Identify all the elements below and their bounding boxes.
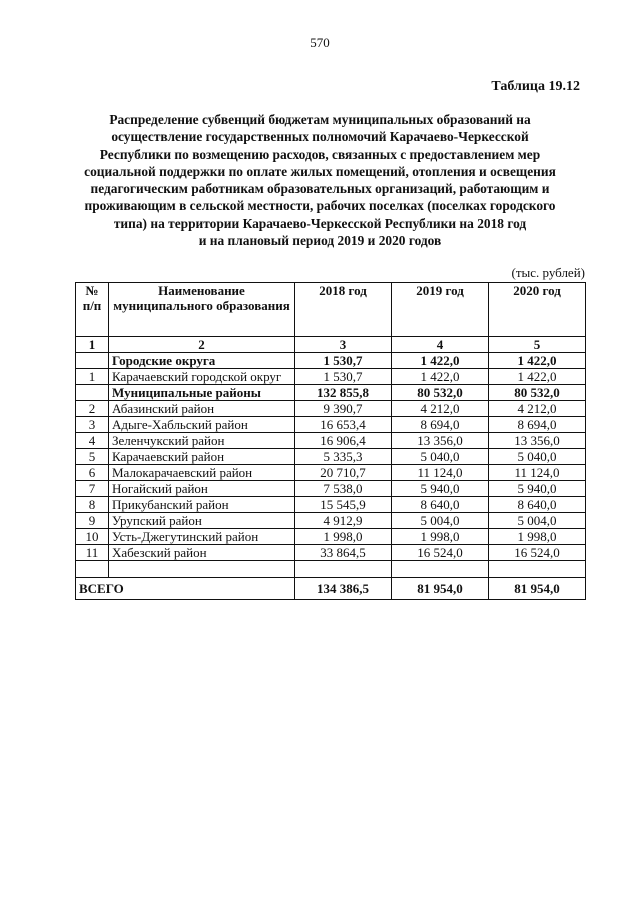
col-number: 1 [76, 337, 109, 353]
row-name: Муниципальные районы [109, 385, 295, 401]
row-num: 6 [76, 465, 109, 481]
row-num: 8 [76, 497, 109, 513]
row-2020: 1 422,0 [489, 369, 586, 385]
header-2018: 2018 год [295, 283, 392, 337]
row-2019: 11 124,0 [392, 465, 489, 481]
row-num: 11 [76, 545, 109, 561]
total-label: ВСЕГО [76, 578, 295, 600]
col-number: 2 [109, 337, 295, 353]
row-2020: 5 004,0 [489, 513, 586, 529]
row-2019: 8 640,0 [392, 497, 489, 513]
col-number: 4 [392, 337, 489, 353]
row-2018: 4 912,9 [295, 513, 392, 529]
title-line: осуществление государственных полномочий Карачаево-Черкесской [111, 129, 529, 145]
table-row [76, 433, 586, 449]
row-2020: 5 040,0 [489, 449, 586, 465]
total-row [76, 578, 586, 600]
row-2018: 5 335,3 [295, 449, 392, 465]
title-line: типа) на территории Карачаево-Черкесской Республики на 2018 год [113, 215, 527, 231]
blank-row [76, 561, 586, 578]
title-line: проживающим в сельской местности, рабочих поселках (поселках городского [84, 198, 556, 214]
row-2018: 1 998,0 [295, 529, 392, 545]
col-number: 5 [489, 337, 586, 353]
row-2019: 8 694,0 [392, 417, 489, 433]
row-2020: 80 532,0 [489, 385, 586, 401]
row-num: 2 [76, 401, 109, 417]
title-line: социальной поддержки по оплате жилых помещений, отопления и освещения [84, 163, 556, 179]
title-line: педагогическим работникам образовательных организаций, работающим и [90, 181, 550, 197]
table-row [76, 449, 586, 465]
row-2020: 5 940,0 [489, 481, 586, 497]
row-2019: 13 356,0 [392, 433, 489, 449]
header-2020: 2020 год [489, 283, 586, 337]
title-line: Распределение субвенций бюджетам муниципальных образований на [109, 112, 531, 127]
row-num: 9 [76, 513, 109, 529]
row-name: Урупский район [109, 513, 295, 529]
page-number: 570 [310, 35, 330, 50]
row-2020: 1 998,0 [489, 529, 586, 545]
row-num: 1 [76, 369, 109, 385]
title-line: и на плановый период 2019 и 2020 годов [198, 233, 442, 249]
row-2020: 13 356,0 [489, 433, 586, 449]
row-2018: 1 530,7 [295, 369, 392, 385]
row-num [76, 385, 109, 401]
row-2018: 16 653,4 [295, 417, 392, 433]
row-2018: 132 855,8 [295, 385, 392, 401]
row-num: 5 [76, 449, 109, 465]
row-2020: 8 694,0 [489, 417, 586, 433]
row-2019: 16 524,0 [392, 545, 489, 561]
title-line: Республики по возмещению расходов, связанных с предоставлением мер [99, 146, 541, 162]
table-row [76, 497, 586, 513]
units-note: (тыс. рублей) [511, 265, 585, 280]
row-2020: 1 422,0 [489, 353, 586, 369]
row-name: Карачаевский район [109, 449, 295, 465]
row-2019: 5 940,0 [392, 481, 489, 497]
header-2019: 2019 год [392, 283, 489, 337]
row-name: Хабезский район [109, 545, 295, 561]
row-2018: 7 538,0 [295, 481, 392, 497]
row-2019: 1 422,0 [392, 369, 489, 385]
row-num: 3 [76, 417, 109, 433]
table-row [76, 465, 586, 481]
row-2018: 1 530,7 [295, 353, 392, 369]
total-2019: 81 954,0 [392, 578, 489, 600]
row-2020: 4 212,0 [489, 401, 586, 417]
row-name: Адыге-Хабльский район [109, 417, 295, 433]
column-numbers-row [76, 337, 586, 353]
row-2020: 11 124,0 [489, 465, 586, 481]
table-row [76, 545, 586, 561]
row-2019: 1 998,0 [392, 529, 489, 545]
row-num: 4 [76, 433, 109, 449]
row-name: Малокарачаевский район [109, 465, 295, 481]
row-2019: 80 532,0 [392, 385, 489, 401]
table-row [76, 369, 586, 385]
row-2018: 33 864,5 [295, 545, 392, 561]
table-row [76, 513, 586, 529]
row-name: Прикубанский район [109, 497, 295, 513]
row-name: Карачаевский городской округ [109, 369, 295, 385]
table-row [76, 481, 586, 497]
table-row [76, 401, 586, 417]
row-2019: 5 040,0 [392, 449, 489, 465]
col-number: 3 [295, 337, 392, 353]
table-row [76, 353, 586, 369]
header-num: № п/п [76, 283, 109, 337]
row-name: Зеленчукский район [109, 433, 295, 449]
table-header-row [76, 283, 586, 337]
row-name: Городские округа [109, 353, 295, 369]
table-row [76, 417, 586, 433]
row-2019: 5 004,0 [392, 513, 489, 529]
row-num: 10 [76, 529, 109, 545]
row-num [76, 353, 109, 369]
total-2020: 81 954,0 [489, 578, 586, 600]
header-name: Наименование муниципального образования [109, 283, 295, 337]
row-2018: 16 906,4 [295, 433, 392, 449]
total-2018: 134 386,5 [295, 578, 392, 600]
table-row [76, 529, 586, 545]
row-name: Усть-Джегутинский район [109, 529, 295, 545]
document-title [70, 111, 570, 249]
row-2019: 1 422,0 [392, 353, 489, 369]
row-2018: 9 390,7 [295, 401, 392, 417]
subsidy-table [75, 282, 586, 600]
table-row [76, 385, 586, 401]
row-2020: 16 524,0 [489, 545, 586, 561]
row-name: Абазинский район [109, 401, 295, 417]
row-name: Ногайский район [109, 481, 295, 497]
row-num: 7 [76, 481, 109, 497]
table-label: Таблица 19.12 [491, 79, 580, 94]
row-2018: 15 545,9 [295, 497, 392, 513]
row-2018: 20 710,7 [295, 465, 392, 481]
row-2019: 4 212,0 [392, 401, 489, 417]
row-2020: 8 640,0 [489, 497, 586, 513]
